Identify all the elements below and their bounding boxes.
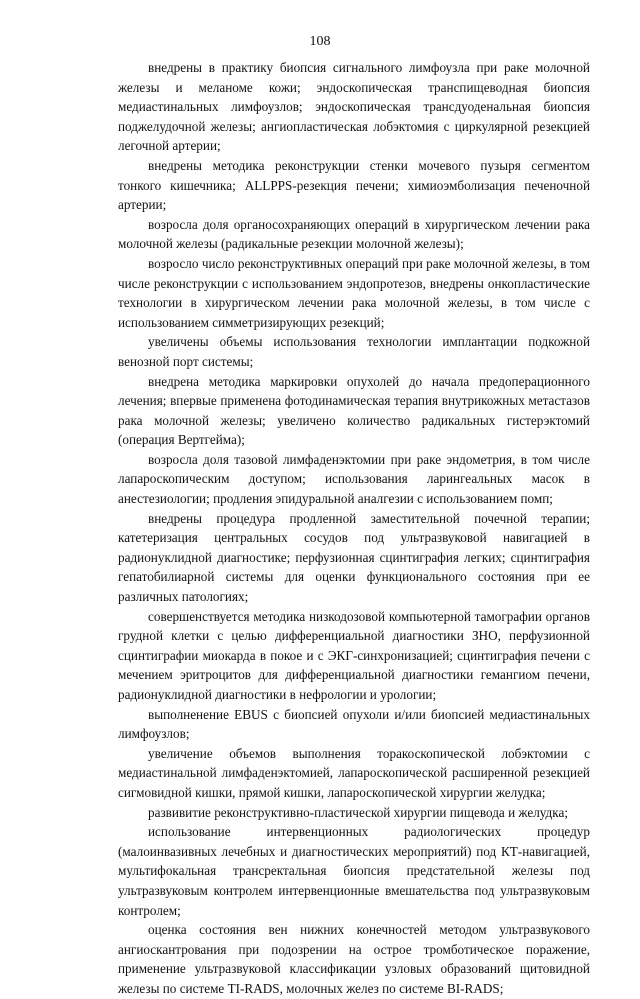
paragraph: внедрены методика реконструкции стенки мочевого пузыря сегментом тонкого кишечника; ALLPPS-резекция печени; химиоэмболизация печеночной артерии; bbox=[118, 157, 590, 213]
paragraph: возросла доля тазовой лимфаденэктомии при раке эндометрия, в том числе лапароскопическим доступом; использования ларингеальных масок в анестезиологии; продления эпидуральной аналгезии с использованием помп; bbox=[118, 451, 590, 507]
paragraph: внедрена методика маркировки опухолей до начала предоперационного лечения; впервые применена фотодинамическая терапия внутрикожных метастазов рака молочной железы; увеличено количество радикальных гистерэктомий (операция Вертгейма); bbox=[118, 373, 590, 448]
paragraph: выполненение EBUS с биопсией опухоли и/или биопсией медиастинальных лимфоузлов; bbox=[118, 706, 590, 742]
paragraph: внедрены в практику биопсия сигнального лимфоузла при раке молочной железы и меланоме кожи; эндоскопическая транспищеводная биопсия медиастинальных лимфоузлов; эндоскопическая трансдуоденальная биопсия поджелудочной железы; ангиопластическая лобэктомия с циркулярной резекцией легочной артерии; bbox=[118, 60, 590, 154]
page-number: 108 bbox=[309, 34, 331, 49]
paragraph: оценка состояния вен нижних конечностей методом ультразвукового ангиоскантрования при подозрении на острое тромботическое поражение, применение ультразвуковой классификации узловых образований щитовидной железы по системе TI-RADS, молочных желез по системе BI-RADS; bbox=[118, 922, 590, 996]
paragraph: увеличение объемов выполнения торакоскопической лобэктомии с медиастинальной лимфаденэктомией, лапароскопической расширенной резекцией сигмовидной кишки, прямой кишки, лапароскопической хирургии желудка; bbox=[118, 745, 590, 800]
paragraph: использование интервенционных радиологических процедур (малоинвазивных лечебных и диагностических мероприятий) под КТ-навигацией, мультифокальная трансректальная биопсия предстательной железы под ультразвуковым контролем интервенционные вмешательства под ультразвуковым контролем; bbox=[118, 824, 590, 918]
paragraph: возросло число реконструктивных операций при раке молочной железы, в том числе реконструкции с использованием эндопротезов, внедрены онкопластические технологии в хирургическом лечении рака молочной железы, в том числе с использованием симметризирующих резекций; bbox=[118, 255, 590, 330]
paragraph: увеличены объемы использования технологии имплантации подкожной венозной порт системы; bbox=[118, 334, 590, 369]
document-body bbox=[118, 58, 590, 999]
paragraph: развивитие реконструктивно-пластической хирургии пищевода и желудка; bbox=[148, 804, 568, 820]
paragraph: возросла доля органосохраняющих операций в хирургическом лечении рака молочной железы (радикальные резекции молочной железы); bbox=[118, 216, 590, 252]
paragraph: внедрены процедура продленной заместительной почечной терапии; катетеризация центральных сосудов под ультразвуковой навигацией в радионуклидной диагностике; перфузионная сцинтиграфия легких; сцинтиграфия гепатобилиарной системы для оценки функционального состояния при ее различных патологиях; bbox=[118, 510, 590, 605]
paragraph: совершенствуется методика низкодозовой компьютерной тамографии органов грудной клетки с целью дифференциальной диагностики ЗНО, перфузионной сцинтиграфии миокарда в покое и с ЭКГ-синхронизацией; сцинтиграфия печени с мечением эритроцитов для дифференциальной диагностики гемангиом печени, радионуклидной диагностики в нефрологии и урологии; bbox=[118, 608, 590, 702]
